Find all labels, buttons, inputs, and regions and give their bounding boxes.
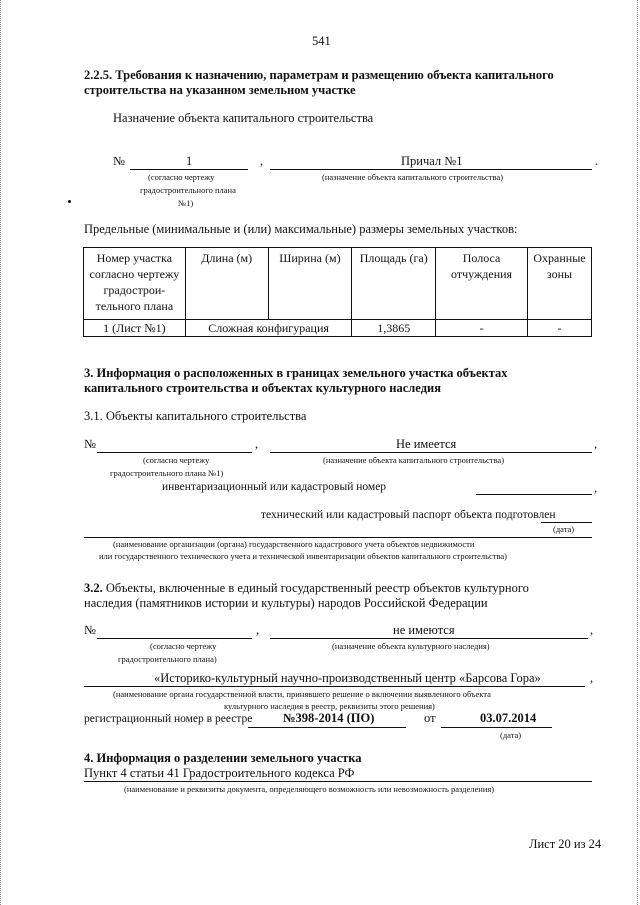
cell-plot-number: 1 (Лист №1) <box>84 320 186 337</box>
purpose-field-line-3-1 <box>270 452 592 453</box>
caption-number-3-2-line2: градостроительного плана) <box>118 654 217 664</box>
header-width: Ширина (м) <box>268 248 352 320</box>
authority-line <box>84 686 585 687</box>
section-3-2-heading-line1 <box>84 581 529 596</box>
comma: , <box>260 154 264 168</box>
header-plot-number: Номер участка согласно чертежу градострои- тельного плана <box>84 248 186 320</box>
caption-number-3-2-line1: (согласно чертежу <box>150 641 217 651</box>
sheet-counter: Лист 20 из 24 <box>529 837 602 851</box>
section-3-1-heading: 3.1. Объекты капитального строительства <box>84 409 307 423</box>
section-3-2-number: 3.2. <box>84 581 103 595</box>
caption-purpose: (назначение объекта капитального строительства) <box>322 172 504 182</box>
caption-number-line2: градостроительного плана <box>140 185 236 195</box>
header-area: Площадь (га) <box>352 248 436 320</box>
section-4-heading: 4. Информация о разделении земельного участка <box>84 751 362 765</box>
section-3-2-heading-line2: наследия (памятников истории и культуры) народов Российской Федерации <box>84 596 488 610</box>
passport-label: технический или кадастровый паспорт объекта подготовлен <box>261 509 556 521</box>
period: . <box>595 154 599 168</box>
passport-date-line[interactable] <box>541 522 592 523</box>
section-3-heading-line1: 3. Информация о расположенных в границах земельного участка объектах <box>84 366 508 380</box>
comma-end-3-2: , <box>590 623 594 637</box>
object-purpose-3-2[interactable]: не имеются <box>393 623 455 637</box>
table-row <box>84 320 592 337</box>
organization-line[interactable] <box>84 537 592 538</box>
limits-label: Предельные (минимальные и (или) максимальные) размеры земельных участков: <box>84 222 518 236</box>
caption-number-3-1-line1: (согласно чертежу <box>143 455 210 465</box>
object-purpose-value[interactable]: Причал №1 <box>401 154 463 168</box>
number-sign: № <box>113 154 125 168</box>
object-purpose-3-1[interactable]: Не имеется <box>396 437 457 451</box>
registry-number-label: регистрационный номер в реестре <box>84 713 253 725</box>
organization-caption-line1: (наименование организации (органа) государственного кадастрового учета объектов недвижимости <box>113 539 475 549</box>
number-sign-3-2: № <box>84 623 96 637</box>
cultural-center-name[interactable]: «Историко-культурный научно-производственный центр «Барсова Гора» <box>154 671 541 685</box>
comma-inventory: , <box>594 481 598 495</box>
section-3-2-heading-text: Объекты, включенные в единый государственный реестр объектов культурного <box>102 581 529 595</box>
organization-caption-line2: или государственного технического учета и технической инвентаризации объектов капитального строительства) <box>99 551 508 561</box>
comma-authority: , <box>590 671 594 685</box>
division-document-line <box>84 781 592 782</box>
land-plot-sizes-table <box>83 247 592 337</box>
caption-purpose-3-1: (назначение объекта капитального строительства) <box>323 455 505 465</box>
scan-dot <box>68 200 71 203</box>
caption-number-line1: (согласно чертежу <box>148 172 215 182</box>
from-label: от <box>424 711 436 725</box>
number-field-line <box>130 169 248 170</box>
registry-date-caption: (дата) <box>500 730 522 740</box>
authority-caption-line2: культурного наследия в реестр, реквизиты этого решения) <box>224 701 435 711</box>
registry-date-line <box>441 727 552 728</box>
number-field-line-3-1 <box>97 452 252 453</box>
object-number-value[interactable]: 1 <box>186 154 193 168</box>
cell-area: 1,3865 <box>352 320 436 337</box>
caption-number-line3: №1) <box>178 198 194 208</box>
comma-3-1: , <box>255 437 259 451</box>
cell-zones: - <box>527 320 591 337</box>
number-sign-3-1: № <box>84 437 96 451</box>
division-document-caption: (наименование и реквизиты документа, определяющего возможность или невозможность разделения) <box>124 784 495 794</box>
header-alienation-strip: Полоса отчуждения <box>436 248 528 320</box>
registry-number-line <box>248 727 406 728</box>
header-protection-zones: Охранные зоны <box>527 248 591 320</box>
cell-strip: - <box>436 320 528 337</box>
comma-3-2: , <box>256 623 260 637</box>
section-2-2-5-heading-line1: 2.2.5. Требования к назначению, параметрам и размещению объекта капитального <box>84 68 554 82</box>
purpose-field-line-3-2 <box>270 638 588 639</box>
section-3-heading-line2: капитального строительства и объектах культурного наследия <box>84 381 441 395</box>
header-length: Длина (м) <box>185 248 268 320</box>
caption-number-3-1-line2: градостроительного плана №1) <box>110 468 224 478</box>
number-field-line-3-2 <box>97 638 252 639</box>
caption-purpose-3-2: (назначение объекта культурного наследия) <box>332 641 490 651</box>
authority-caption-line1: (наименование органа государственной власти, принявшего решение о включении выявленного объекта <box>113 689 491 699</box>
comma-end-3-1: , <box>594 437 598 451</box>
registry-date-value[interactable]: 03.07.2014 <box>480 711 537 725</box>
inventory-number-label: инвентаризационный или кадастровый номер <box>162 481 387 493</box>
scan-edge-right <box>635 0 638 905</box>
passport-date-caption: (дата) <box>553 524 575 534</box>
division-document-value[interactable]: Пункт 4 статьи 41 Градостроительного кодекса РФ <box>84 766 355 780</box>
inventory-number-line[interactable] <box>476 494 592 495</box>
purpose-field-line <box>270 169 592 170</box>
registry-number-value[interactable]: №398-2014 (ПО) <box>283 711 375 725</box>
purpose-label: Назначение объекта капитального строительства <box>113 111 374 125</box>
table-header-row <box>84 248 592 320</box>
page-number: 541 <box>312 34 331 48</box>
section-2-2-5-heading-line2: строительства на указанном земельном участке <box>84 83 356 97</box>
scan-edge-left <box>0 0 3 905</box>
cell-dimensions: Сложная конфигурация <box>185 320 352 337</box>
